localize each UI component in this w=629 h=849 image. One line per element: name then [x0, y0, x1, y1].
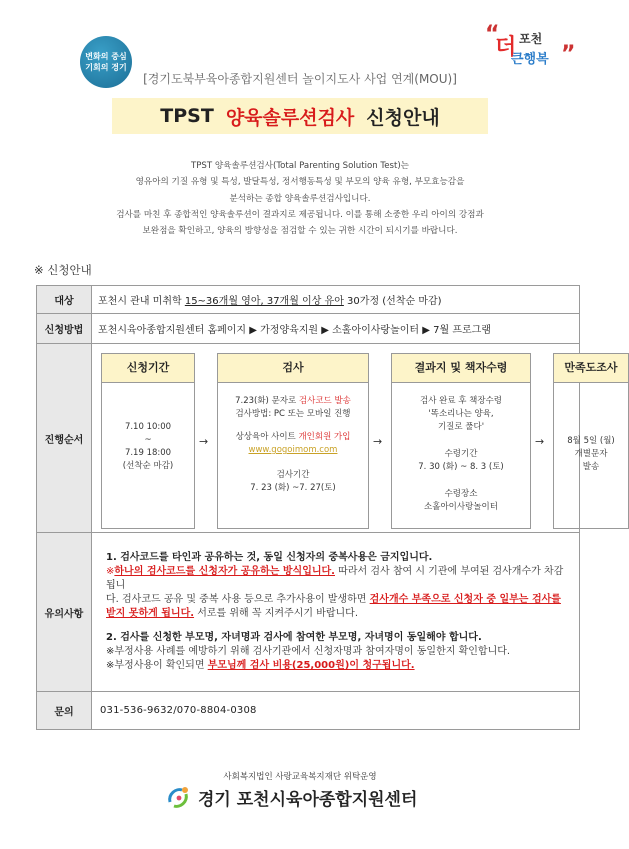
step-survey [553, 353, 629, 529]
step-line-b: 검사코드 발송 [298, 396, 351, 406]
note-text: 다. 검사코드 공유 및 중복 사용 등으로 추가사용이 발생하면 [106, 594, 370, 605]
step-line: 검사기간 [276, 470, 310, 480]
step-body [217, 383, 369, 529]
step-line: 수령장소 [444, 489, 478, 499]
note-emphasis: 하나의 검사코드를 신청자가 공유하는 방식입니다. [114, 566, 335, 577]
note-text: 서로를 위해 꼭 지켜주시기 바랍니다. [194, 608, 359, 619]
notes-label: 유의사항 [37, 533, 92, 692]
step-line: ~ [144, 435, 152, 445]
step-line: 8월 5일 (월) [567, 436, 615, 446]
step-line: 기질로 풀다' [437, 422, 485, 432]
target-label: 대상 [37, 286, 92, 314]
step-line: 발송 [582, 462, 600, 472]
logo-right-top: 포천 [519, 32, 543, 46]
target-post: 30가정 (선착순 마감) [343, 296, 442, 307]
table-row [37, 286, 580, 314]
step-title: 만족도조사 [553, 353, 629, 383]
arrow-icon: → [199, 435, 209, 448]
note-emphasis: 받지 못하게 됩니다. [106, 608, 195, 619]
note-mark: ※ [106, 566, 115, 577]
table-row [37, 692, 580, 730]
step-line: 개별문자 [574, 449, 608, 459]
note-emphasis: 부모님께 검사 비용(25,000원)이 청구됩니다. [207, 660, 415, 671]
note-emphasis: 검사개수 부족으로 신청자 중 일부는 검사를 [369, 594, 561, 605]
process-steps [93, 345, 618, 531]
logo-right-big: 더 [495, 35, 517, 60]
step-line: 7. 30 (화) ~ 8. 3 (토) [418, 462, 504, 472]
step-line-a: 7.23(화) 문자로 [235, 396, 299, 406]
step-line: 7.19 18:00 [124, 448, 172, 458]
note-line [106, 659, 569, 673]
step-body [391, 383, 531, 529]
intro-line: 영유아의 기질 유형 및 특성, 발달특성, 정서행동특성 및 부모의 양육 유형, 부모효능감을 [135, 177, 465, 188]
quote-open-icon: “ [485, 22, 500, 47]
arrow-icon: → [373, 435, 383, 448]
step-result [391, 353, 531, 529]
center-logo-icon [166, 784, 192, 810]
intro-line: 보완점을 확인하고, 양육의 방향성을 점검할 수 있는 귀한 시간이 되시기를 바랍니다. [142, 226, 458, 237]
note-text: 따라서 검사 참여 시 기관에 부여된 검사개수가 차감됩니 [106, 566, 564, 591]
process-cell [92, 344, 618, 533]
title-prefix: TPST [160, 105, 214, 127]
step-title: 결과지 및 책자수령 [391, 353, 531, 383]
table-row [37, 344, 580, 533]
table-row [37, 533, 580, 692]
step-line: 7. 23 (화) ~7. 27(토) [250, 483, 336, 493]
target-underlined: 15~36개월 영아, 37개월 이상 유아 [184, 296, 344, 307]
step-line: 검사 완료 후 책장수령 [419, 396, 502, 406]
intro-line: 검사를 마친 후 종합적인 양육솔루션이 결과지로 제공됩니다. 이를 통해 소중한 우리 아이의 강점과 [116, 209, 484, 220]
note-line [106, 565, 569, 593]
step-line [218, 395, 368, 408]
table-row [37, 314, 580, 344]
arrow-icon: → [535, 435, 545, 448]
step-body [553, 383, 629, 529]
section-label: ※ 신청안내 [34, 263, 92, 277]
title-highlight: 양육솔루션검사 [225, 106, 355, 129]
step-test [217, 353, 369, 529]
inquiry-label: 문의 [37, 692, 92, 730]
quote-close-icon: ” [561, 42, 576, 67]
intro-line: 분석하는 종합 양육솔루션검사입니다. [229, 193, 371, 204]
method-value: 포천시육아종합지원센터 홈페이지 ▶ 가정양육지원 ▶ 소홀아이사랑놀이터 ▶ 7월 프로그램 [92, 314, 580, 344]
note-line [106, 593, 569, 607]
logo-right-bottom: 큰행복 [511, 52, 549, 67]
step-line: 검사방법: PC 또는 모바일 진행 [235, 409, 351, 419]
step-line: (선착순 마감) [122, 461, 174, 471]
application-table [36, 285, 618, 730]
step-line [218, 431, 368, 444]
logo-left-line2: 기회의 경기 [85, 63, 127, 72]
logo-left-line1: 변화의 중심 [85, 52, 127, 61]
step-line-b: 개인회원 가입 [298, 432, 351, 442]
center-name: 경기 포천시육아종합지원센터 [198, 789, 418, 810]
intro-line: TPST 양육솔루션검사(Total Parenting Solution Test)는 [191, 161, 409, 171]
pocheon-logo [485, 22, 575, 72]
step-title: 검사 [217, 353, 369, 383]
target-value [92, 286, 580, 314]
step-line: 7.10 10:00 [124, 422, 172, 432]
step-line-a: 상상육아 사이트 [235, 432, 299, 442]
mou-subtitle: [경기도북부육아종합지원센터 놀이지도사 사업 연계(MOU)] [143, 72, 457, 86]
notes-cell [92, 533, 580, 692]
step-line: '똑소리나는 양육, [428, 409, 494, 419]
step-line: 수령기간 [444, 449, 478, 459]
note-line: 2. 검사를 신청한 부모명, 자녀명과 검사에 참여한 부모명, 자녀명이 동일해야 합니다. [106, 632, 482, 643]
step-apply [101, 353, 195, 529]
note-text: ※부정사용이 확인되면 [106, 660, 208, 671]
note-line: ※부정사용 사례를 예방하기 위해 검사기관에서 신청자명과 참여자명이 동일한지 확인합니다. [106, 646, 511, 657]
step-title: 신청기간 [101, 353, 195, 383]
note-line [106, 607, 569, 621]
intro-text [60, 158, 540, 239]
step-line: 소홀아이사랑놀이터 [424, 502, 498, 512]
target-pre: 포천시 관내 미취학 [98, 296, 185, 307]
website-link[interactable]: www.gogoimom.com [248, 445, 338, 455]
footer-center [166, 784, 417, 810]
process-label: 진행순서 [37, 344, 92, 533]
method-label: 신청방법 [37, 314, 92, 344]
note-line: 1. 검사코드를 타인과 공유하는 것, 동일 신청자의 중복사용은 금지입니다. [106, 552, 433, 563]
step-body [101, 383, 195, 529]
title-suffix: 신청안내 [366, 106, 440, 129]
footer-org-line: 사회복지법인 사랑교육복지재단 위탁운영 [223, 772, 377, 782]
page-title [112, 98, 488, 134]
inquiry-phone: 031-536-9632/070-8804-0308 [92, 692, 580, 730]
